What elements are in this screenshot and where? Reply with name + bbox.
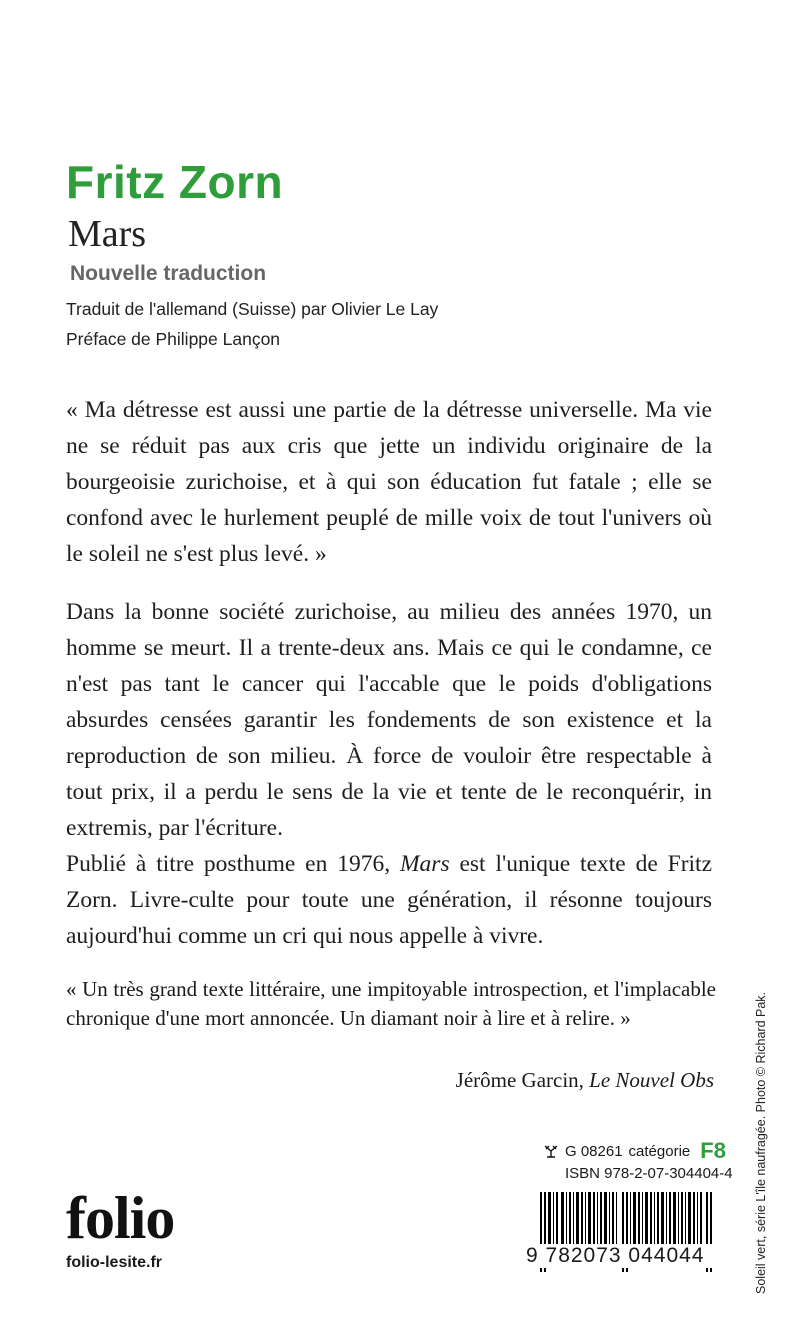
publication-title: Mars bbox=[399, 851, 450, 877]
folio-logo: folio bbox=[66, 1185, 175, 1251]
press-review: « Un très grand texte littéraire, une impitoyable introspection, et l'implacable chronique d'une mort annoncée. Un diamant noir à lire et à relire. » bbox=[66, 977, 716, 1030]
publication-after: est l'unique texte de Fritz Zorn. Livre-culte pour toute une génération, il résonne toujours aujourd'hui comme un cri qui nous appelle à vivre. bbox=[66, 851, 713, 949]
translator-credit: Traduit de l'allemand (Suisse) par Olivier Le Lay bbox=[66, 299, 439, 319]
barcode-number: 9 782073 044044 bbox=[526, 1244, 716, 1268]
synopsis-block bbox=[66, 594, 712, 954]
category-label: catégorie bbox=[628, 1142, 691, 1160]
isbn: ISBN 978-2-07-304404-4 bbox=[565, 1165, 733, 1182]
catalog-code bbox=[543, 1138, 726, 1164]
outlet-name: Le Nouvel Obs bbox=[589, 1068, 714, 1092]
quote-text: « Ma détresse est aussi une partie de la détresse universelle. Ma vie ne se réduit pas aux cris que jette un individu originaire de la bourgeoisie zurichoise, et à qui son éducation fut fatale ; elle se confond avec le hurlement peuplé de mille voix de tout l'univers où le soleil ne s'est plus levé. » bbox=[66, 397, 712, 567]
publication-before: Publié à titre posthume en 1976, bbox=[66, 851, 400, 877]
preface-credit: Préface de Philippe Lançon bbox=[66, 329, 281, 349]
cover-credit-text: Soleil vert, série L'île naufragée. Photo © Richard Pak. bbox=[754, 991, 768, 1294]
code-number: G 08261 bbox=[565, 1142, 623, 1160]
review-attribution bbox=[456, 1068, 714, 1093]
book-title: Mars bbox=[68, 213, 147, 255]
category-badge: F8 bbox=[700, 1138, 726, 1163]
synopsis-text: Dans la bonne société zurichoise, au milieu des années 1970, un homme se meurt. Il a trente-deux ans. Mais ce qui le condamne, ce n'est pas tant le cancer qui l'accable que le poids d'obligations absurdes censées garantir les fondements de son existence et la reproduction de son milieu. À force de vouloir être respectable à tout prix, il a perdu le sens de la vie et tente de le reconquérir, in extremis, par l'écriture. bbox=[66, 599, 712, 841]
cover-credit bbox=[752, 968, 772, 1298]
subtitle: Nouvelle traduction bbox=[70, 262, 267, 285]
website-url: folio-lesite.fr bbox=[66, 1254, 163, 1271]
publication-text bbox=[66, 846, 712, 954]
opening-quote bbox=[66, 392, 712, 572]
critic-name: Jérôme Garcin, bbox=[455, 1068, 590, 1092]
publisher-emblem-icon bbox=[543, 1143, 559, 1159]
author-name: Fritz Zorn bbox=[66, 156, 284, 208]
